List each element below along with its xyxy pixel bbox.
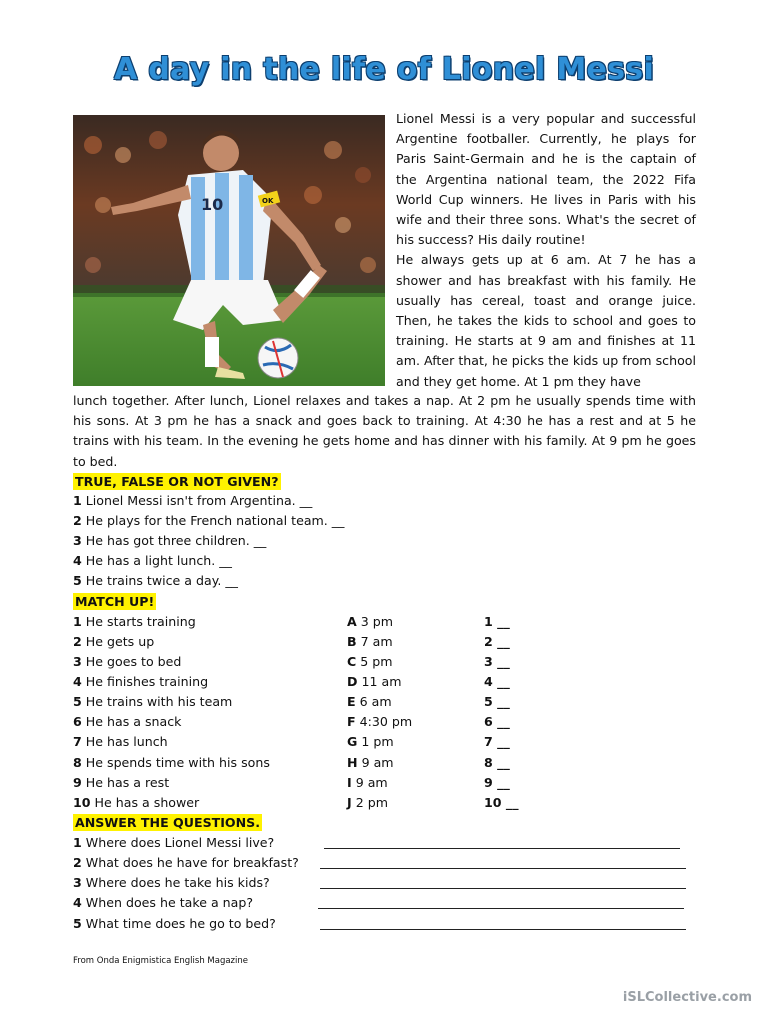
jersey-number: 10 — [201, 195, 224, 214]
tf-item: 4 He has a light lunch. __ — [73, 553, 232, 568]
match-answer-slot[interactable]: 6 __ — [484, 714, 510, 729]
tf-item: 1 Lionel Messi isn't from Argentina. __ — [73, 493, 313, 508]
match-answer-slot[interactable]: 10 __ — [484, 795, 519, 810]
question-item: 2 What does he have for breakfast? — [73, 855, 299, 870]
tf-heading: TRUE, FALSE OR NOT GIVEN? — [75, 474, 279, 489]
question-item: 4 When does he take a nap? — [73, 895, 254, 910]
intro-paragraph-1: Lionel Messi is a very popular and successful Argentine footballer. Currently, he plays for Paris Saint-Germain and he is the captain of the Argentina national team, the 2022 Fifa World Cup winners. He lives in Paris with his wife and their three sons. What's the secret of his success? His daily routine! — [396, 111, 696, 248]
match-activity: 2 He gets up — [73, 634, 155, 649]
tf-item: 2 He plays for the French national team. __ — [73, 513, 345, 528]
match-answer-slot[interactable]: 1 __ — [484, 614, 510, 629]
match-activity: 9 He has a rest — [73, 775, 170, 790]
qa-heading: ANSWER THE QUESTIONS. — [75, 815, 261, 830]
intro-paragraph-continued: lunch together. After lunch, Lionel relaxes and takes a nap. At 2 pm he usually spends time with his sons. At 3 pm he has a snack and goes back to training. At 4:30 he has a rest and at 5 he trains with his team. In the evening he gets home and has dinner with his family. At 9 pm he goes to bed. — [73, 393, 696, 469]
islcollective-watermark: iSLCollective.com — [622, 990, 752, 1005]
question-item: 5 What time does he go to bed? — [73, 916, 276, 931]
match-answer-slot[interactable]: 4 __ — [484, 674, 510, 689]
match-activity: 7 He has lunch — [73, 734, 168, 749]
match-time: C 5 pm — [347, 654, 393, 669]
match-answer-slot[interactable]: 2 __ — [484, 634, 510, 649]
match-activity: 6 He has a snack — [73, 714, 182, 729]
source-credit: From Onda Enigmistica English Magazine — [73, 956, 248, 966]
answer-line[interactable] — [324, 848, 680, 849]
answer-line[interactable] — [320, 929, 686, 930]
match-activity: 3 He goes to bed — [73, 654, 182, 669]
match-heading: MATCH UP! — [75, 594, 155, 609]
match-activity: 4 He finishes training — [73, 674, 209, 689]
match-activity: 1 He starts training — [73, 614, 196, 629]
armband-text: OK — [262, 197, 274, 205]
match-time: F 4:30 pm — [347, 714, 413, 729]
match-time: J 2 pm — [347, 795, 388, 810]
match-answer-slot[interactable]: 3 __ — [484, 654, 510, 669]
intro-text-full — [73, 391, 696, 472]
match-time: B 7 am — [347, 634, 393, 649]
match-time: D 11 am — [347, 674, 402, 689]
match-answer-slot[interactable]: 7 __ — [484, 734, 510, 749]
answer-line[interactable] — [318, 908, 684, 909]
answer-line[interactable] — [320, 888, 686, 889]
match-answer-slot[interactable]: 9 __ — [484, 775, 510, 790]
worksheet-title: A day in the life of Lionel Messi — [113, 52, 655, 87]
match-time: G 1 pm — [347, 734, 394, 749]
intro-text-right — [396, 109, 696, 392]
question-item: 3 Where does he take his kids? — [73, 875, 270, 890]
tf-item: 3 He has got three children. __ — [73, 533, 267, 548]
match-time: E 6 am — [347, 694, 392, 709]
match-time: H 9 am — [347, 755, 394, 770]
match-activity: 5 He trains with his team — [73, 694, 233, 709]
answer-line[interactable] — [320, 868, 686, 869]
tf-item: 5 He trains twice a day. __ — [73, 573, 238, 588]
messi-kicking-photo — [73, 115, 385, 386]
match-time: A 3 pm — [347, 614, 394, 629]
match-answer-slot[interactable]: 5 __ — [484, 694, 510, 709]
match-time: I 9 am — [347, 775, 388, 790]
match-activity: 8 He spends time with his sons — [73, 755, 270, 770]
match-activity: 10 He has a shower — [73, 795, 200, 810]
question-item: 1 Where does Lionel Messi live? — [73, 835, 275, 850]
intro-paragraph-2: He always gets up at 6 am. At 7 he has a shower and has breakfast with his family. He usually has cereal, toast and orange juice. Then, he takes the kids to school and goes to training. He starts at 9 am and finishes at 11 am. After that, he picks the kids up from school and they get home. At 1 pm they have — [396, 252, 696, 389]
match-answer-slot[interactable]: 8 __ — [484, 755, 510, 770]
